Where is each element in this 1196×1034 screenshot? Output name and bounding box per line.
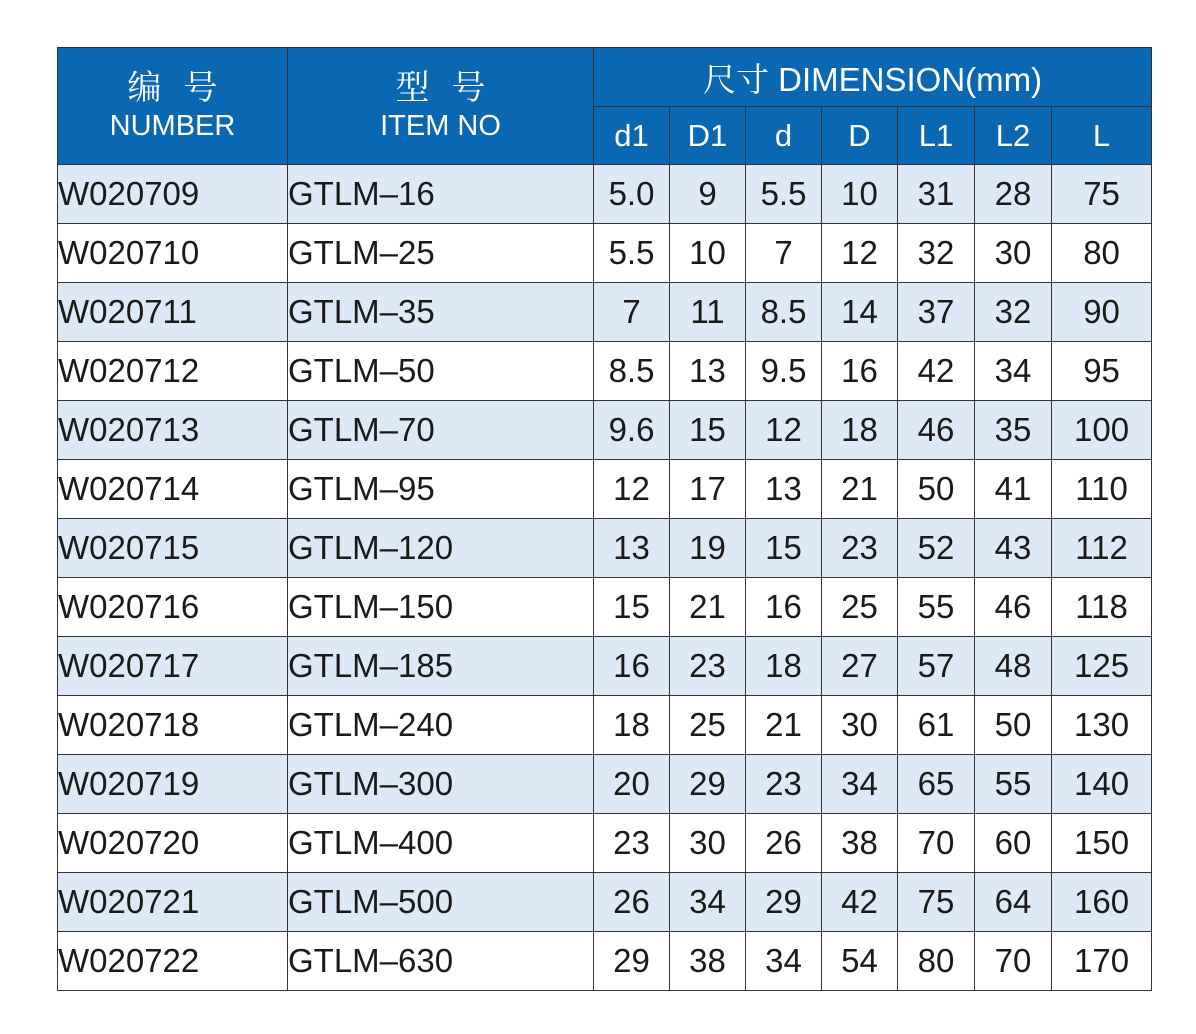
number-cell: W020716 <box>58 578 288 637</box>
number-cell: W020718 <box>58 696 288 755</box>
dim-column-header: D1 <box>670 107 746 165</box>
table-body <box>58 165 1152 991</box>
table-row <box>58 932 1152 991</box>
dimension-cell: 112 <box>1052 519 1152 578</box>
item-cell: GTLM–35 <box>288 283 594 342</box>
dimension-cell: 29 <box>746 873 822 932</box>
item-cell: GTLM–500 <box>288 873 594 932</box>
item-cell: GTLM–400 <box>288 814 594 873</box>
table-row <box>58 401 1152 460</box>
table-header <box>58 48 1152 165</box>
dimension-cell: 75 <box>1052 165 1152 224</box>
dimension-cell: 65 <box>898 755 975 814</box>
dimension-cell: 130 <box>1052 696 1152 755</box>
dimension-cell: 23 <box>594 814 670 873</box>
dim-column-header: D <box>822 107 898 165</box>
number-cell: W020722 <box>58 932 288 991</box>
dim-column-header: d1 <box>594 107 670 165</box>
dimension-cell: 12 <box>746 401 822 460</box>
dimension-cell: 30 <box>975 224 1052 283</box>
table-row <box>58 873 1152 932</box>
item-cell: GTLM–150 <box>288 578 594 637</box>
dimension-cell: 34 <box>822 755 898 814</box>
number-header-en: NUMBER <box>109 110 236 142</box>
dimension-cell: 38 <box>670 932 746 991</box>
table-row <box>58 755 1152 814</box>
dimension-cell: 27 <box>822 637 898 696</box>
dimension-cell: 18 <box>822 401 898 460</box>
dimension-cell: 48 <box>975 637 1052 696</box>
dimension-cell: 80 <box>1052 224 1152 283</box>
dimension-cell: 16 <box>822 342 898 401</box>
dimension-cell: 140 <box>1052 755 1152 814</box>
dimension-cell: 110 <box>1052 460 1152 519</box>
dimension-cell: 37 <box>898 283 975 342</box>
dimension-cell: 15 <box>746 519 822 578</box>
number-cell: W020719 <box>58 755 288 814</box>
dimension-cell: 100 <box>1052 401 1152 460</box>
dimension-cell: 43 <box>975 519 1052 578</box>
dimension-cell: 16 <box>594 637 670 696</box>
item-cell: GTLM–630 <box>288 932 594 991</box>
dimension-cell: 125 <box>1052 637 1152 696</box>
dimension-cell: 7 <box>594 283 670 342</box>
dimension-cell: 70 <box>975 932 1052 991</box>
dimension-cell: 15 <box>670 401 746 460</box>
table-row <box>58 519 1152 578</box>
number-cell: W020714 <box>58 460 288 519</box>
number-cell: W020715 <box>58 519 288 578</box>
dimension-cell: 64 <box>975 873 1052 932</box>
dimension-cell: 34 <box>746 932 822 991</box>
dimension-cell: 9.6 <box>594 401 670 460</box>
item-cell: GTLM–240 <box>288 696 594 755</box>
dimension-cell: 25 <box>670 696 746 755</box>
dimension-cell: 21 <box>822 460 898 519</box>
item-cell: GTLM–16 <box>288 165 594 224</box>
dimension-cell: 38 <box>822 814 898 873</box>
dimension-cell: 15 <box>594 578 670 637</box>
dimension-cell: 31 <box>898 165 975 224</box>
dimension-cell: 19 <box>670 519 746 578</box>
dimension-cell: 5.0 <box>594 165 670 224</box>
item-cell: GTLM–25 <box>288 224 594 283</box>
dimension-cell: 80 <box>898 932 975 991</box>
number-cell: W020712 <box>58 342 288 401</box>
dimension-cell: 60 <box>975 814 1052 873</box>
dimension-cell: 160 <box>1052 873 1152 932</box>
number-column-header <box>58 48 288 165</box>
dimension-group-header: 尺寸 DIMENSION(mm) <box>594 48 1152 107</box>
dimension-cell: 57 <box>898 637 975 696</box>
dimension-cell: 7 <box>746 224 822 283</box>
number-cell: W020710 <box>58 224 288 283</box>
item-column-header <box>288 48 594 165</box>
dimension-cell: 26 <box>746 814 822 873</box>
number-cell: W020709 <box>58 165 288 224</box>
dimension-cell: 46 <box>975 578 1052 637</box>
dimension-cell: 52 <box>898 519 975 578</box>
dimension-cell: 32 <box>898 224 975 283</box>
dimension-cell: 18 <box>746 637 822 696</box>
item-cell: GTLM–120 <box>288 519 594 578</box>
dimension-cell: 42 <box>822 873 898 932</box>
table-row <box>58 460 1152 519</box>
dimension-cell: 34 <box>975 342 1052 401</box>
dim-column-header: d <box>746 107 822 165</box>
dim-column-header: L2 <box>975 107 1052 165</box>
dimension-table <box>57 47 1152 991</box>
dimension-cell: 46 <box>898 401 975 460</box>
dimension-cell: 18 <box>594 696 670 755</box>
dimension-cell: 8.5 <box>746 283 822 342</box>
dimension-cell: 13 <box>670 342 746 401</box>
dimension-cell: 28 <box>975 165 1052 224</box>
dimension-cell: 5.5 <box>746 165 822 224</box>
dimension-cell: 12 <box>594 460 670 519</box>
table-row <box>58 342 1152 401</box>
dimension-cell: 29 <box>594 932 670 991</box>
dimension-cell: 29 <box>670 755 746 814</box>
table-row <box>58 814 1152 873</box>
item-cell: GTLM–95 <box>288 460 594 519</box>
dimension-cell: 35 <box>975 401 1052 460</box>
table-row <box>58 283 1152 342</box>
dimension-cell: 54 <box>822 932 898 991</box>
number-header-cn: 编号 <box>127 69 240 107</box>
dimension-cell: 13 <box>746 460 822 519</box>
number-cell: W020711 <box>58 283 288 342</box>
dimension-cell: 34 <box>670 873 746 932</box>
table-row <box>58 165 1152 224</box>
item-cell: GTLM–50 <box>288 342 594 401</box>
dimension-cell: 12 <box>822 224 898 283</box>
table-row <box>58 578 1152 637</box>
dimension-cell: 55 <box>898 578 975 637</box>
item-cell: GTLM–185 <box>288 637 594 696</box>
dim-column-header: L1 <box>898 107 975 165</box>
number-cell: W020717 <box>58 637 288 696</box>
dimension-cell: 13 <box>594 519 670 578</box>
dimension-cell: 23 <box>746 755 822 814</box>
dimension-cell: 32 <box>975 283 1052 342</box>
table-row <box>58 224 1152 283</box>
dimension-cell: 26 <box>594 873 670 932</box>
dimension-cell: 25 <box>822 578 898 637</box>
dimension-cell: 50 <box>898 460 975 519</box>
dimension-cell: 118 <box>1052 578 1152 637</box>
dim-column-header: L <box>1052 107 1152 165</box>
number-cell: W020720 <box>58 814 288 873</box>
table-row <box>58 637 1152 696</box>
dimension-cell: 16 <box>746 578 822 637</box>
dimension-cell: 95 <box>1052 342 1152 401</box>
dimension-cell: 55 <box>975 755 1052 814</box>
dimension-cell: 61 <box>898 696 975 755</box>
table-row <box>58 696 1152 755</box>
dimension-cell: 9 <box>670 165 746 224</box>
dimension-cell: 23 <box>670 637 746 696</box>
dimension-cell: 70 <box>898 814 975 873</box>
dimension-cell: 42 <box>898 342 975 401</box>
dimension-cell: 50 <box>975 696 1052 755</box>
number-cell: W020713 <box>58 401 288 460</box>
number-cell: W020721 <box>58 873 288 932</box>
dimension-cell: 14 <box>822 283 898 342</box>
dimension-cell: 150 <box>1052 814 1152 873</box>
dimension-cell: 10 <box>822 165 898 224</box>
dimension-cell: 10 <box>670 224 746 283</box>
dimension-cell: 11 <box>670 283 746 342</box>
dimension-cell: 8.5 <box>594 342 670 401</box>
dimension-cell: 30 <box>822 696 898 755</box>
dimension-cell: 17 <box>670 460 746 519</box>
item-cell: GTLM–300 <box>288 755 594 814</box>
dimension-cell: 5.5 <box>594 224 670 283</box>
item-header-en: ITEM NO <box>380 110 501 142</box>
dimension-cell: 9.5 <box>746 342 822 401</box>
dimension-cell: 90 <box>1052 283 1152 342</box>
dimension-cell: 41 <box>975 460 1052 519</box>
dimension-cell: 20 <box>594 755 670 814</box>
item-header-cn: 型号 <box>395 69 508 107</box>
dimension-cell: 21 <box>746 696 822 755</box>
dimension-cell: 170 <box>1052 932 1152 991</box>
item-cell: GTLM–70 <box>288 401 594 460</box>
dimension-cell: 75 <box>898 873 975 932</box>
dimension-cell: 30 <box>670 814 746 873</box>
dimension-cell: 23 <box>822 519 898 578</box>
dimension-cell: 21 <box>670 578 746 637</box>
